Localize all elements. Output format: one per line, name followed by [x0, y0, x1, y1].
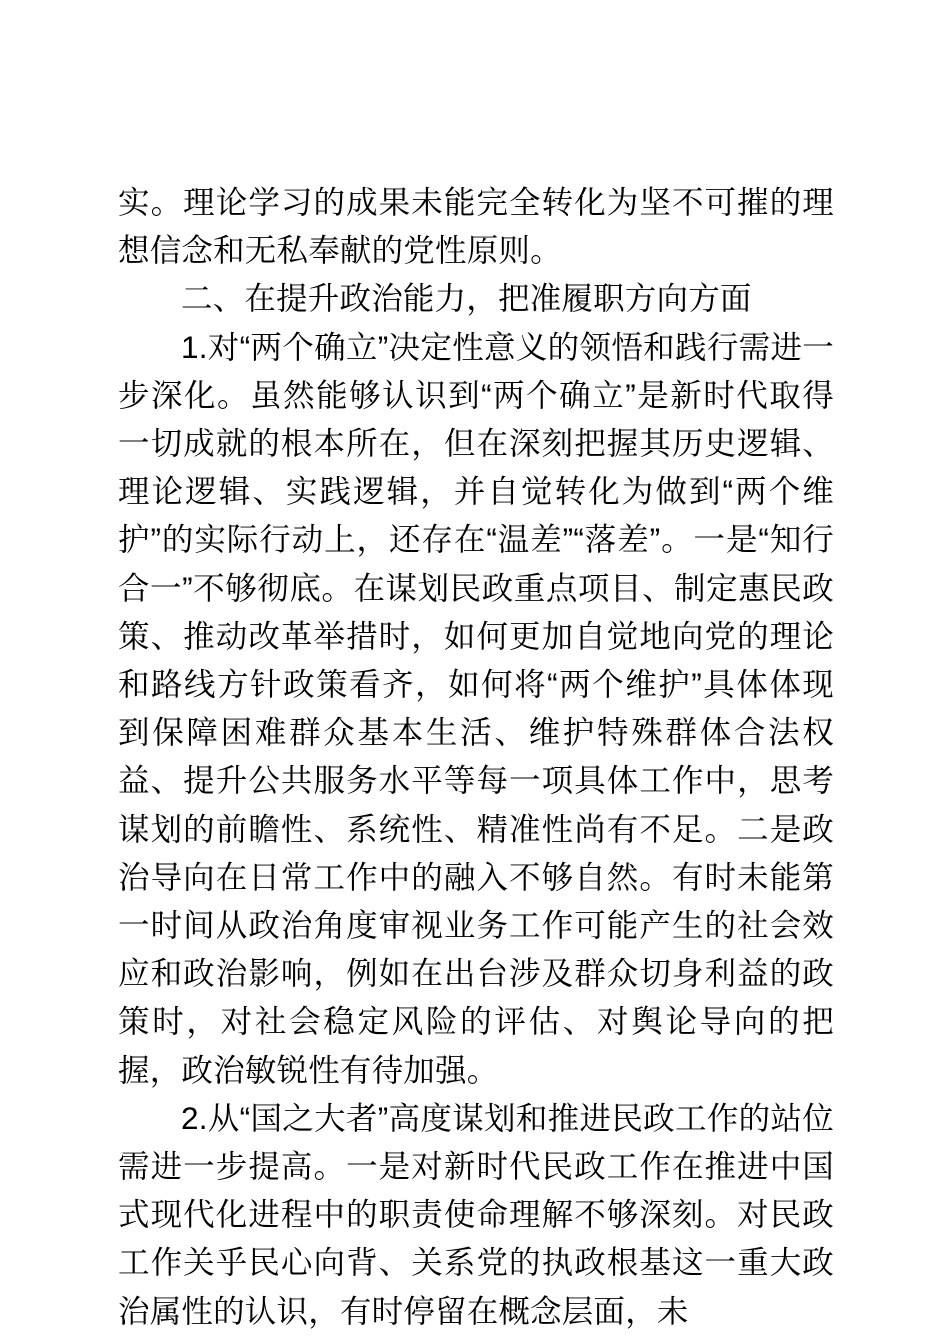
document-body [118, 178, 834, 1335]
paragraph-item-1: 1.对“两个确立”决定性意义的领悟和践行需进一步深化。虽然能够认识到“两个确立”是新时代取得一切成就的根本所在，但在深刻把握其历史逻辑、理论逻辑、实践逻辑，并自觉转化为做到“两个维护”的实际行动上，还存在“温差”“落差”。一是“知行合一”不够彻底。在谋划民政重点项目、制定惠民政策、推动改革举措时，如何更加自觉地向党的理论和路线方针政策看齐，如何将“两个维护”具体体现到保障困难群众基本生活、维护特殊群体合法权益、提升公共服务水平等每一项具体工作中，思考谋划的前瞻性、系统性、精准性尚有不足。二是政治导向在日常工作中的融入不够自然。有时未能第一时间从政治角度审视业务工作可能产生的社会效应和政治影响，例如在出台涉及群众切身利益的政策时，对社会稳定风险的评估、对舆论导向的把握，政治敏锐性有待加强。 [118, 328, 834, 1088]
paragraph-heading-two: 二、在提升政治能力，把准履职方向方面 [181, 280, 752, 317]
paragraph-item-2: 2.从“国之大者”高度谋划和推进民政工作的站位需进一步提高。一是对新时代民政工作在推进中国式现代化进程中的职责使命理解不够深刻。对民政工作关乎民心向背、关系党的执政根基这一重大政治属性的认识，有时停留在概念层面，未 [118, 1099, 834, 1329]
paragraph-continuation: 实。理论学习的成果未能完全转化为坚不可摧的理想信念和无私奉献的党性原则。 [118, 184, 834, 269]
